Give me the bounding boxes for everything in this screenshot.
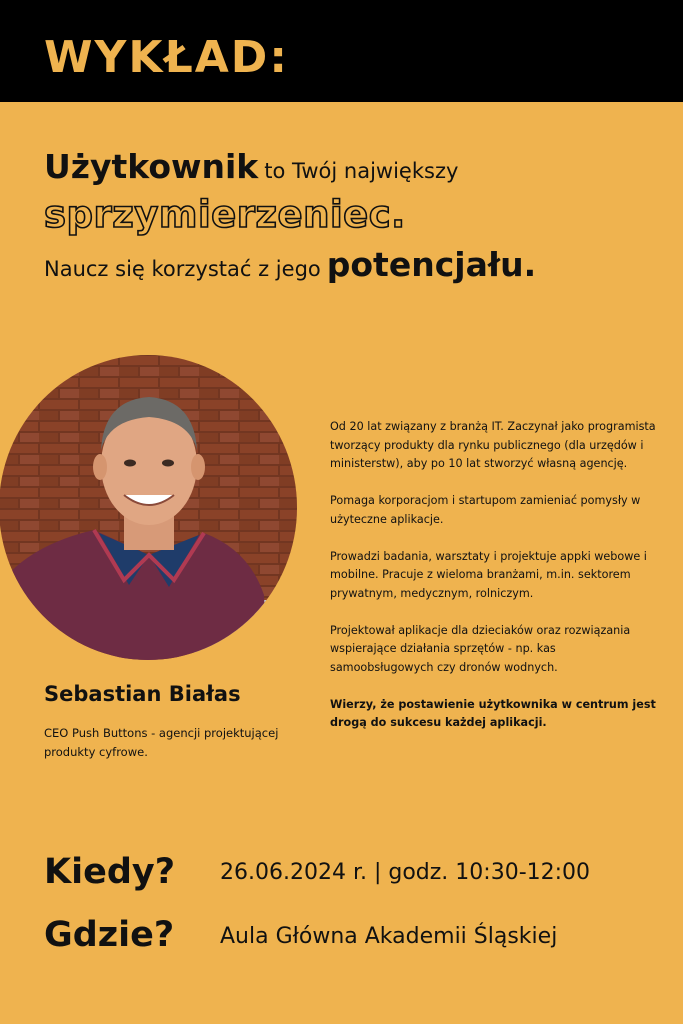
bio-highlight: Wierzy, że postawienie użytkownika w centrum jest drogą do sukcesu każdej aplikacji. (330, 697, 656, 729)
where-label: Gdzie? (44, 915, 175, 955)
headline-text: Naucz się korzystać z jego (44, 257, 321, 281)
when-label: Kiedy? (44, 852, 176, 892)
speaker-role: CEO Push Buttons - agencji projektującej produkty cyfrowe. (44, 726, 279, 759)
bio-paragraph: Projektował aplikacje dla dzieciaków oraz rozwiązania wspierające działania sprzętów - np. kas samoobsługowych czy dronów wodnych. (330, 623, 631, 674)
bio-paragraph: Prowadzi badania, warsztaty i projektuje appki webowe i mobilne. Pracuje z wieloma branżami, m.in. sektorem prywatnym, medycznym, rolniczym. (330, 549, 647, 600)
where-value: Aula Główna Akademii Śląskiej (220, 924, 558, 949)
speaker-bio (330, 418, 660, 751)
speaker-photo (0, 355, 297, 660)
headline-text: to Twój największy (264, 159, 459, 183)
bio-paragraph: Pomaga korporacjom i startupom zamieniać pomysły w użyteczne aplikacje. (330, 494, 641, 526)
headline-strong-word: potencjału. (326, 245, 537, 284)
header-title: WYKŁAD: (44, 32, 289, 83)
headline-strong-word: Użytkownik (44, 147, 259, 186)
headline-outline-word: sprzymierzeniec. (44, 193, 406, 236)
speaker-name: Sebastian Białas (44, 682, 241, 706)
headline-line-3 (44, 245, 664, 284)
header-bar (0, 0, 683, 102)
bio-paragraph: Od 20 lat związany z branżą IT. Zaczynał jako programista tworzący produkty dla rynku publicznego (dla urzędów i ministerstw), aby po 10 lat stworzyć własną agencję. (330, 420, 656, 470)
when-value: 26.06.2024 r. | godz. 10:30-12:00 (220, 860, 591, 885)
headline-line-1 (44, 147, 664, 186)
